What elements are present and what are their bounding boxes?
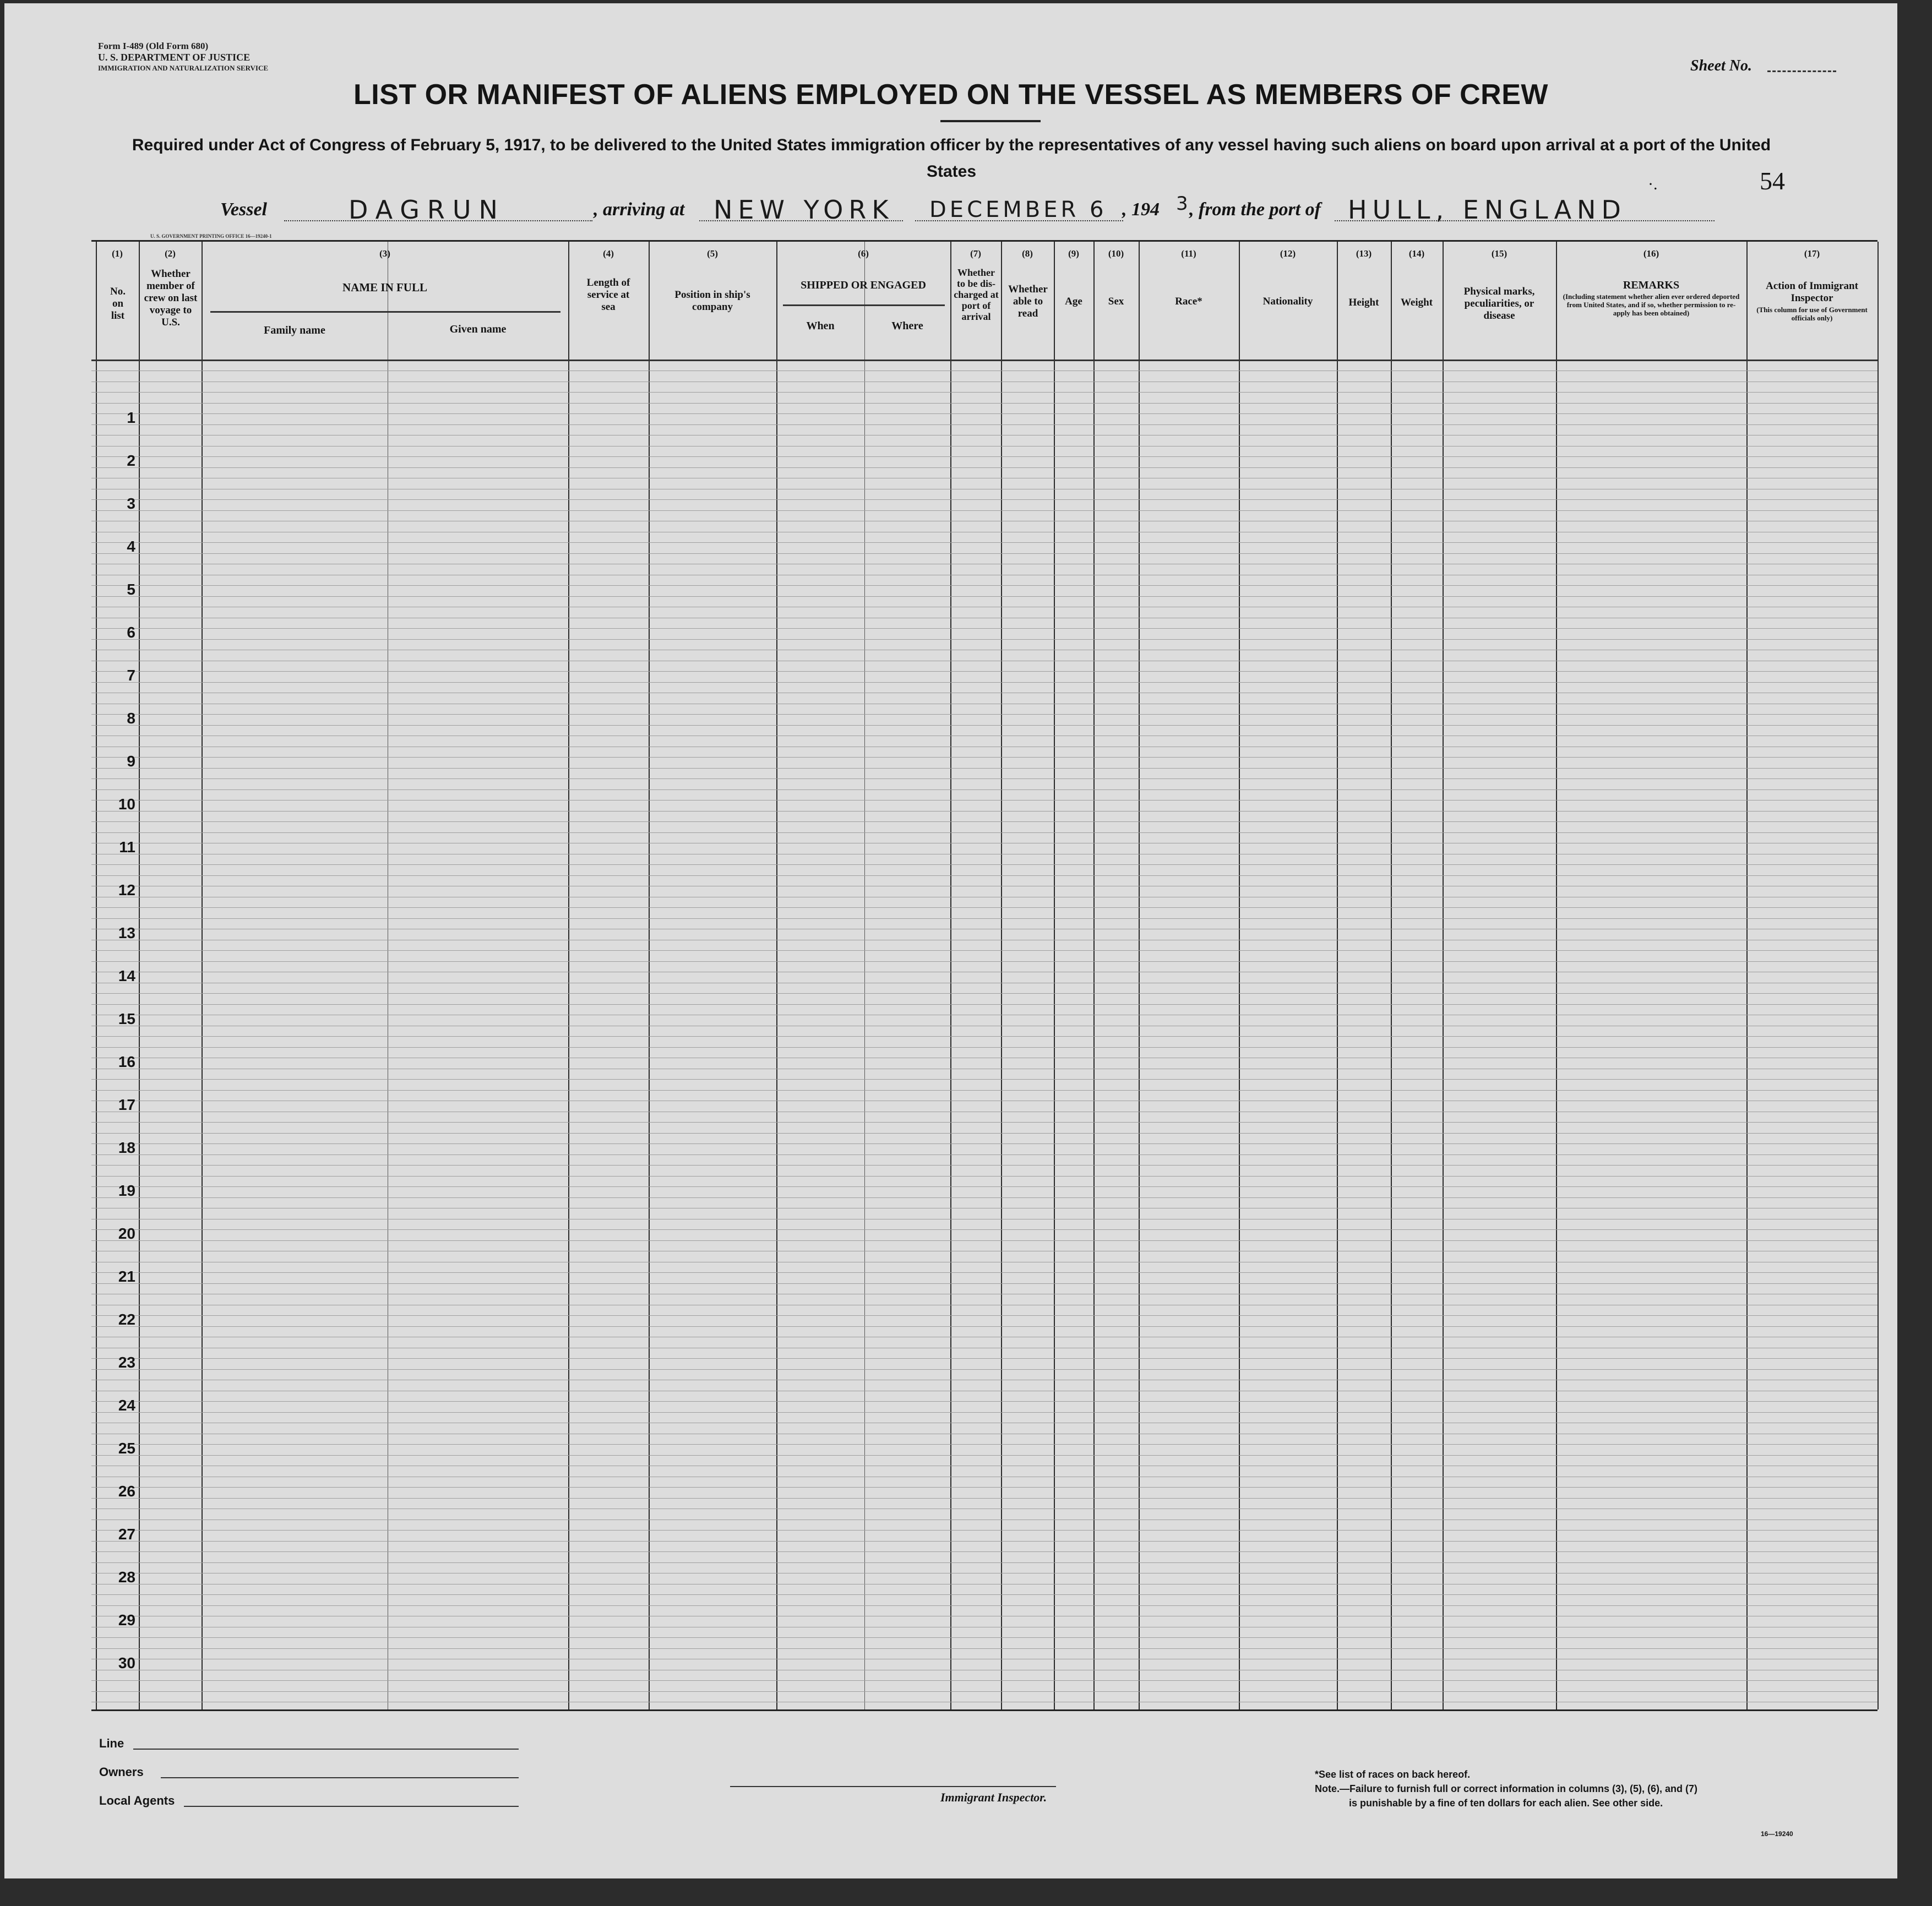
department-name: U. S. DEPARTMENT OF JUSTICE — [98, 52, 251, 63]
page-number: 54 — [1760, 167, 1785, 195]
col-num-1: (1) — [112, 248, 123, 259]
ruled-line — [91, 553, 1877, 554]
ruled-line — [91, 1358, 1877, 1359]
col-num-11: (11) — [1181, 248, 1196, 259]
row-number: 10 — [118, 796, 135, 813]
col-header-height: Height — [1348, 297, 1379, 308]
col-num-14: (14) — [1408, 248, 1425, 259]
ruled-line — [91, 456, 1877, 457]
ruled-line — [91, 1401, 1877, 1402]
ruled-line — [91, 1036, 1877, 1037]
ruled-line — [91, 1637, 1877, 1638]
requirement-text: Required under Act of Congress of February 5, 1917, to be delivered to the United States immigration officer by the representatives of any vessel having such aliens on board upon arrival at a port of the United States — [132, 136, 1771, 181]
ruled-line — [91, 424, 1877, 425]
row-number: 12 — [118, 881, 135, 898]
ruled-line — [91, 821, 1877, 822]
form-title: LIST OR MANIFEST OF ALIENS EMPLOYED ON THE VESSEL AS MEMBERS OF CREW — [353, 79, 1548, 111]
col-header-when: When — [806, 320, 835, 332]
service-name: IMMIGRATION AND NATURALIZATION SERVICE — [98, 64, 269, 72]
col-header-shipped: SHIPPED OR ENGAGED — [801, 279, 926, 291]
immigrant-inspector-label: Immigrant Inspector. — [940, 1790, 1047, 1804]
line-field — [133, 1749, 519, 1750]
ruled-line — [91, 950, 1877, 951]
ruled-line — [91, 1444, 1877, 1445]
col-header-inspector-note: (This column for use of Government officials only) — [1756, 306, 1868, 322]
col-num-13: (13) — [1356, 248, 1372, 259]
col-header-discharged: Whether to be dis-charged at port of arrival — [954, 267, 999, 322]
row-number: 27 — [118, 1526, 135, 1543]
col-header-physical-marks: Physical marks, peculiarities, or disease — [1463, 286, 1535, 322]
ruled-line — [91, 1004, 1877, 1005]
ruled-line — [91, 1326, 1877, 1327]
col-num-4: (4) — [603, 248, 614, 259]
arrival-port: NEW YORK — [714, 195, 894, 225]
row-number: 1 — [127, 409, 135, 426]
col-num-9: (9) — [1068, 248, 1079, 259]
ruled-line — [91, 1122, 1877, 1123]
ruled-line — [91, 682, 1877, 683]
ruled-line — [91, 1648, 1877, 1649]
col-header-weight: Weight — [1400, 297, 1433, 308]
ruled-line — [91, 1197, 1877, 1198]
ruled-line — [91, 993, 1877, 994]
local-agents-field — [184, 1806, 519, 1807]
form-code: 16—19240 — [1761, 1830, 1793, 1838]
ruled-line — [91, 961, 1877, 962]
printing-office-line: U. S. GOVERNMENT PRINTING OFFICE 16—19240-1 — [150, 233, 272, 239]
row-number: 7 — [127, 667, 135, 684]
ruled-line — [91, 1315, 1877, 1316]
ruled-line — [91, 1272, 1877, 1273]
ruled-line — [91, 1047, 1877, 1048]
col-header-nationality: Nationality — [1262, 296, 1313, 307]
ruled-line — [91, 864, 1877, 865]
from-port-label: , from the port of — [1189, 199, 1321, 220]
col-num-16: (16) — [1643, 248, 1659, 259]
row-number: 8 — [127, 710, 135, 727]
row-number: 4 — [127, 538, 135, 555]
col-num-10: (10) — [1108, 248, 1124, 259]
col-header-where: Where — [891, 320, 923, 332]
year-digit: 3 — [1176, 193, 1188, 215]
col-num-3: (3) — [379, 248, 390, 259]
owners-label: Owners — [99, 1765, 144, 1779]
row-number: 19 — [118, 1182, 135, 1199]
row-number: 13 — [118, 924, 135, 941]
local-agents-label: Local Agents — [99, 1794, 175, 1807]
ruled-line — [91, 1176, 1877, 1177]
col-header-family-name: Family name — [264, 324, 325, 336]
col-header-inspector-action: Action of Immigrant Inspector — [1766, 280, 1858, 304]
row-number: 17 — [118, 1096, 135, 1113]
row-number: 6 — [127, 624, 135, 641]
row-number: 9 — [127, 753, 135, 770]
ruled-line — [91, 392, 1877, 393]
form-footer — [4, 1708, 1897, 1878]
ruled-line — [91, 1133, 1877, 1134]
col-num-15: (15) — [1491, 248, 1507, 259]
ruled-line — [91, 542, 1877, 543]
ruled-line — [91, 832, 1877, 833]
ruled-line — [91, 907, 1877, 908]
ruled-line — [91, 1551, 1877, 1552]
row-number: 22 — [118, 1311, 135, 1328]
col-header-remarks: REMARKS — [1623, 279, 1680, 291]
penalty-note: Note.—Failure to furnish full or correct information in columns (3), (5), (6), and (7) — [1315, 1783, 1698, 1794]
row-number: 25 — [118, 1440, 135, 1457]
penalty-note-cont: is punishable by a fine of ten dollars for each alien. See other side. — [1349, 1798, 1663, 1809]
row-number: 26 — [118, 1483, 135, 1500]
ruled-line — [91, 1369, 1877, 1370]
ruled-line — [91, 671, 1877, 672]
ruled-line — [91, 778, 1877, 779]
col-header-sex: Sex — [1108, 296, 1124, 307]
col-header-no: No. on list — [110, 286, 126, 322]
ruled-line — [91, 413, 1877, 414]
row-number: 24 — [118, 1397, 135, 1414]
ruled-line — [91, 1605, 1877, 1606]
row-number: 29 — [118, 1611, 135, 1629]
inspector-signature-line — [730, 1786, 1056, 1787]
col-num-7: (7) — [970, 248, 981, 259]
col-num-17: (17) — [1804, 248, 1820, 259]
ruled-line — [91, 639, 1877, 640]
ruled-line — [91, 714, 1877, 715]
arrival-date: DECEMBER 6 — [929, 197, 1107, 222]
col-header-given-name: Given name — [449, 323, 507, 335]
ruled-line — [91, 1487, 1877, 1488]
ruled-line — [91, 1498, 1877, 1499]
ruled-line — [91, 1691, 1877, 1692]
vessel-name: DAGRUN — [349, 195, 505, 225]
row-number: 16 — [118, 1053, 135, 1070]
ruled-line — [91, 1455, 1877, 1456]
ruled-line — [91, 1090, 1877, 1091]
races-note: *See list of races on back hereof. — [1315, 1769, 1471, 1780]
ruled-line — [91, 1530, 1877, 1531]
row-number: 28 — [118, 1569, 135, 1586]
crew-manifest-table — [91, 240, 1877, 1711]
col-header-position: Position in ship's company — [674, 289, 750, 313]
col-header-age: Age — [1065, 296, 1082, 307]
form-number: Form I-489 (Old Form 680) — [98, 41, 209, 51]
departure-port: HULL, ENGLAND — [1348, 195, 1626, 225]
sheet-number-label: Sheet No. — [1690, 57, 1752, 74]
ruled-line — [91, 585, 1877, 586]
line-label: Line — [99, 1736, 124, 1750]
form-page: Form I-489 (Old Form 680) U. S. DEPARTMENT OF JUSTICE IMMIGRATION AND NATURALIZATION SERVICE Sheet No. LIST OR MANIFEST OF ALIENS EMPLOYED ON THE VESSEL AS MEMBERS OF CREW Required under Act of Congress of February 5, 1917, to be delivered to the United States immigration officer by the representatives of any vessel having such aliens on board upon arrival at a port of the United States ·. 54 Vessel DAGRUN , arriving at NEW YORK DECEMBER 6 , 194 3 , from the port of HULL, ENGLAND U. S. GOVERNMENT PRINTING OFFICE 16—19240-1 (1) (2) (3) (4) (5) (6) (7) (8) (9) (10) (11) (12) (13) (14) (15) (16) (17) No. on list Whether member of crew on last voyage to U.S. NAME IN FULL Family name Given name Length of service at sea Position in ship's company SHIPPED OR ENGAGED When Where Whether to be dis-charged at port of arrival Whether able to read Age Sex Race* Nationality Height Weight Physical marks, peculiarities, or disease REMARKS (Including statement whether alien ever ordered deported from United States, and if so, whether permission to re-apply has been obtained) Action of Immigrant Inspector (This column for use of Government officials only) 1 2 3 4 5 6 7 8 9 10 11 12 13 14 15 16 17 18 19 20 21 22 23 24 25 26 27 28 29 30 Line Owners Local Agents Immigrant Inspector. *See list of races on back hereof. Note.—Failure to furnish full or correct information in columns (3), (5), (6), and (7) is punishable by a fine of ten dollars for each alien. See other side. 16—19240 — [4, 3, 1897, 1878]
col-header-race: Race* — [1175, 296, 1202, 307]
ruled-line — [91, 1594, 1877, 1595]
ruled-line — [91, 596, 1877, 597]
ruled-line — [91, 768, 1877, 769]
row-number: 23 — [118, 1354, 135, 1371]
title-underline — [940, 120, 1041, 122]
ruled-line — [91, 628, 1877, 629]
year-label: , 194 — [1122, 199, 1160, 220]
col-num-6: (6) — [858, 248, 869, 259]
vessel-label: Vessel — [220, 199, 267, 220]
col-header-service-length: Length of service at sea — [586, 277, 630, 313]
row-number: 15 — [118, 1010, 135, 1027]
row-number: 20 — [118, 1225, 135, 1242]
ruled-line — [91, 757, 1877, 758]
ruled-line — [91, 811, 1877, 812]
ruled-line — [91, 1240, 1877, 1241]
row-number: 30 — [118, 1654, 135, 1671]
ruled-line — [91, 499, 1877, 500]
ruled-line — [91, 1412, 1877, 1413]
ruled-line — [91, 725, 1877, 726]
ruled-line — [91, 789, 1877, 790]
col-header-remarks-note: (Including statement whether alien ever ordered deported from United States, and if so, whether permission to re-apply has been obtained) — [1563, 292, 1740, 317]
row-number: 21 — [118, 1268, 135, 1285]
ruled-line — [91, 1541, 1877, 1542]
arriving-label: , arriving at — [594, 199, 685, 220]
row-number: 2 — [127, 452, 135, 469]
row-number: 18 — [118, 1139, 135, 1156]
ruled-line — [91, 467, 1877, 468]
footer-notes — [1315, 1767, 1697, 1810]
row-number: 14 — [118, 967, 135, 984]
col-num-2: (2) — [165, 248, 176, 259]
ruled-line — [91, 875, 1877, 876]
ruled-line — [91, 1562, 1877, 1563]
ruled-line — [91, 510, 1877, 511]
ruled-line — [91, 1680, 1877, 1681]
ruled-line — [91, 1283, 1877, 1284]
col-num-8: (8) — [1022, 248, 1033, 259]
ruled-line — [91, 1229, 1877, 1230]
row-number: 11 — [119, 838, 135, 856]
col-num-12: (12) — [1280, 248, 1296, 259]
sheet-number-field — [1767, 70, 1836, 72]
col-header-able-to-read: Whether able to read — [1008, 284, 1048, 319]
ruled-line — [91, 403, 1877, 404]
col-header-last-voyage: Whether member of crew on last voyage to U.S. — [144, 268, 198, 328]
ruled-line — [91, 1165, 1877, 1166]
col-header-name: NAME IN FULL — [342, 281, 427, 294]
ruled-line — [91, 1079, 1877, 1080]
col-num-5: (5) — [707, 248, 718, 259]
owners-field — [161, 1777, 519, 1778]
ruled-line — [91, 1186, 1877, 1187]
row-number: 3 — [127, 495, 135, 512]
ruled-line — [91, 1143, 1877, 1144]
ruled-line — [91, 918, 1877, 919]
row-number: 5 — [127, 581, 135, 598]
